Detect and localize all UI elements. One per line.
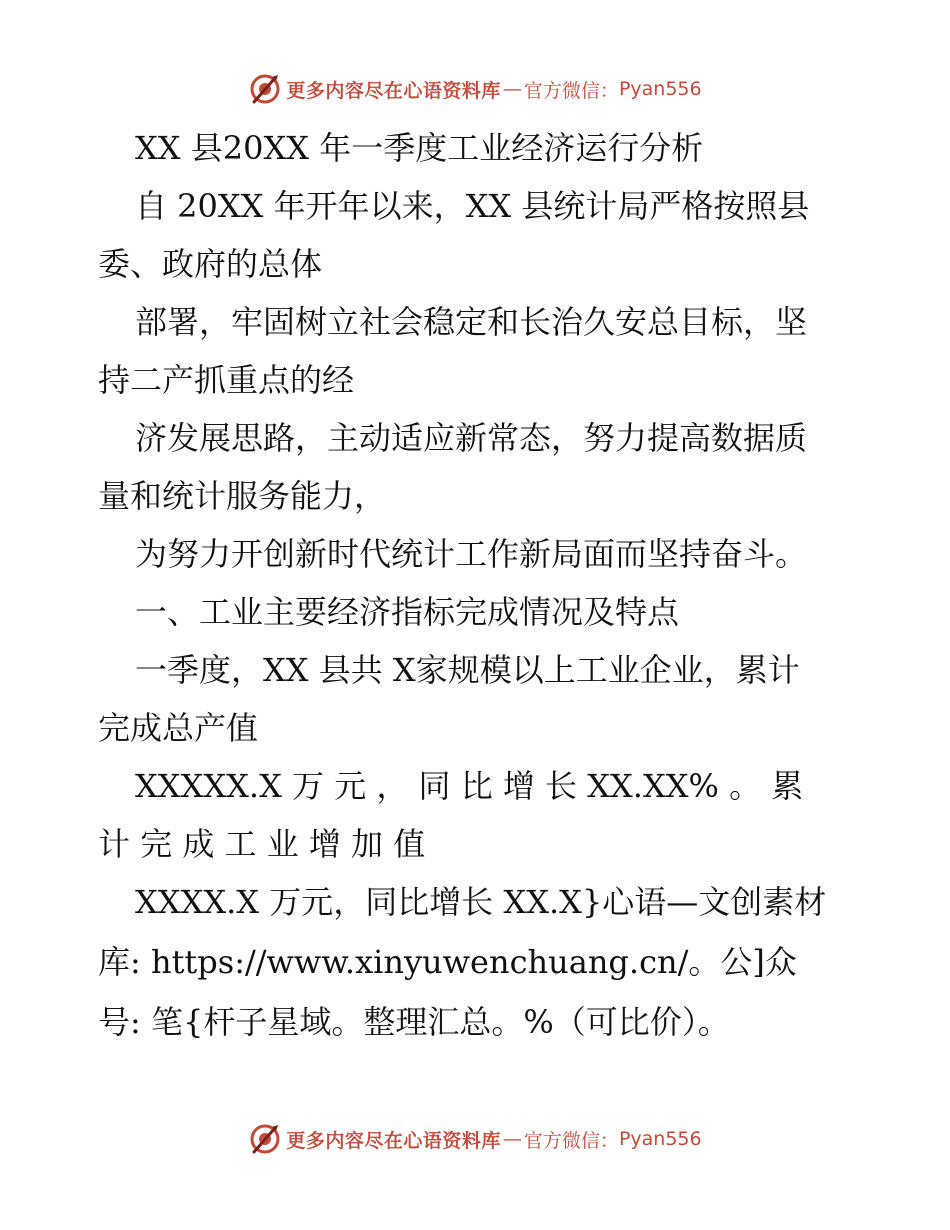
banner-dash: — bbox=[502, 78, 522, 100]
body-line: 库: https://www.xinyuwenchuang.cn/。公]众 bbox=[98, 943, 797, 981]
body-line: 完成总产值 bbox=[98, 709, 259, 747]
document-title: XX 县20XX 年一季度工业经济运行分析 bbox=[135, 129, 704, 167]
body-line: 号: 笔{杆子星域。整理汇总。%（可比价）。 bbox=[98, 1003, 730, 1041]
body-line: 委、政府的总体 bbox=[98, 245, 323, 283]
banner-wechat-id: Pyan556 bbox=[618, 78, 702, 100]
banner-wechat-label: 官方微信： bbox=[523, 79, 619, 102]
quill-seal-logo-icon bbox=[248, 72, 282, 106]
body-line: XXXX.X 万元，同比增长 XX.X}心语—文创素材 bbox=[135, 883, 827, 921]
body-line: 量和统计服务能力， bbox=[98, 477, 387, 515]
section-heading: 一、工业主要经济指标完成情况及特点 bbox=[135, 593, 680, 631]
body-line: 部署，牢固树立社会稳定和长治久安总目标，坚 bbox=[135, 303, 808, 341]
body-line: 一季度，XX 县共 X家规模以上工业企业，累计 bbox=[135, 651, 800, 689]
body-line: 为努力开创新时代统计工作新局面而坚持奋斗。 bbox=[135, 535, 808, 573]
body-line: XXXXX.X 万 元 ， 同 比 增 长 XX.XX% 。 累 bbox=[135, 767, 804, 805]
header-banner bbox=[0, 72, 950, 106]
footer-banner bbox=[0, 1122, 950, 1156]
body-line: 自 20XX 年开年以来，XX 县统计局严格按照县 bbox=[135, 187, 810, 225]
banner-main-text: 更多内容尽在心语资料库 bbox=[286, 1129, 501, 1152]
banner-main-text: 更多内容尽在心语资料库 bbox=[286, 79, 501, 102]
body-line: 持二产抓重点的经 bbox=[98, 361, 355, 399]
body-line: 济发展思路，主动适应新常态，努力提高数据质 bbox=[135, 419, 808, 457]
banner-wechat-label: 官方微信： bbox=[523, 1129, 619, 1152]
banner-wechat-id: Pyan556 bbox=[618, 1128, 702, 1150]
quill-seal-logo-icon bbox=[248, 1122, 282, 1156]
banner-dash: — bbox=[502, 1128, 522, 1150]
body-line: 计 完 成 工 业 增 加 值 bbox=[98, 825, 426, 863]
